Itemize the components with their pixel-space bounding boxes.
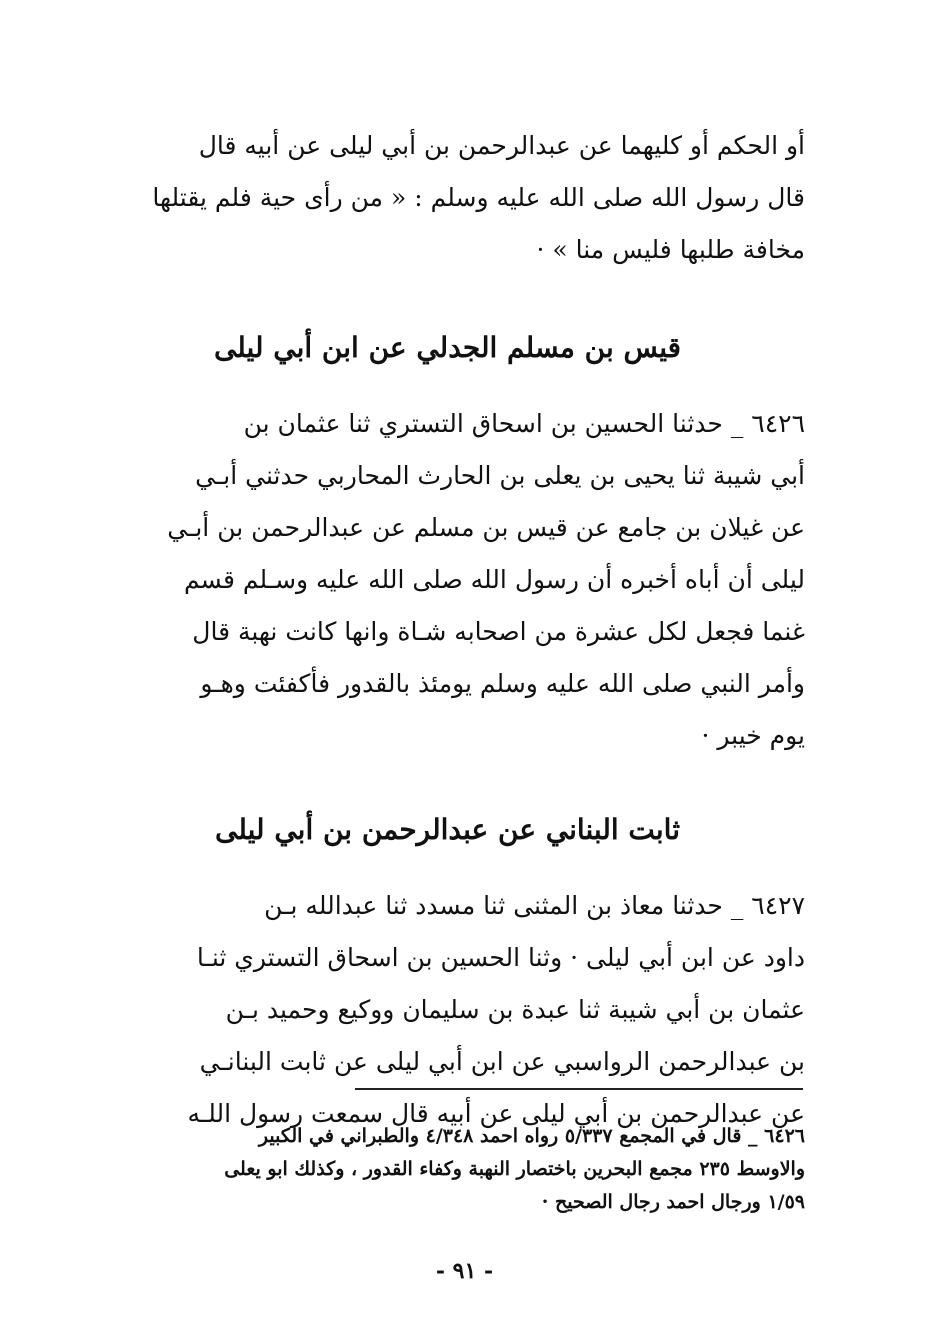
text-line: بن عبدالرحمن الرواسبي عن ابن أبي ليلى عن ثابت البنانـي (199, 1047, 805, 1076)
hadith-6427 (90, 880, 805, 1140)
text-line: غنما فجعل لكل عشرة من اصحابه شـاة وانها كانت نهبة قال (192, 617, 805, 646)
text-line: أو الحكم أو كليهما عن عبدالرحمن بن أبي ليلى عن أبيه قال (198, 131, 805, 160)
footnote-line: والاوسط ٢٣٥ مجمع البحرين باختصار النهبة وكفاء القدور ، وكذلك ابو يعلى (224, 1158, 805, 1180)
text-line: ليلى أن أباه أخبره أن رسول الله صلى الله عليه وسـلم قسم (184, 565, 805, 594)
footnote-line: ٦٤٢٦ _ قال في المجمع ٥/٣٣٧ رواه احمد ٤/٣٤٨ والطبراني في الكبير (258, 1125, 805, 1147)
text-line: داود عن ابن أبي ليلى · وثنا الحسين بن اسحاق التستري ثنـا (196, 943, 805, 972)
text-line: عثمان بن أبي شيبة ثنا عبدة بن سليمان ووكيع وحميد بـن (225, 995, 805, 1024)
text-line: ٦٤٢٧ _ حدثنا معاذ بن المثنى ثنا مسدد ثنا عبدالله بـن (264, 891, 805, 920)
intro-paragraph (90, 120, 805, 276)
page-number: - ٩١ - (435, 1258, 494, 1284)
text-line: أبي شيبة ثنا يحيى بن يعلى بن الحارث المحاربي حدثني أبـي (195, 461, 805, 490)
footnote (90, 1120, 805, 1219)
section-heading-thabit: ثابت البناني عن عبدالرحمن بن أبي ليلى (214, 813, 681, 846)
text-line: ٦٤٢٦ _ حدثنا الحسين بن اسحاق التستري ثنا عثمان بن (243, 409, 805, 438)
text-line: عن غيلان بن جامع عن قيس بن مسلم عن عبدالرحمن بن أبـي (167, 513, 805, 542)
text-line: عن عبدالرحمن بن أبي ليلى عن أبيه قال سمعت رسول اللـه (187, 1099, 805, 1128)
text-line: قال رسول الله صلى الله عليه وسلم : « من رأى حية فلم يقتلها (152, 183, 805, 212)
text-line: وأمر النبي صلى الله عليه وسلم يومئذ بالقدور فأكفئت وهـو (200, 669, 805, 698)
text-line: مخافة طلبها فليس منا » · (536, 235, 805, 264)
page-body (90, 120, 805, 1140)
hadith-6426 (90, 398, 805, 762)
text-line: يوم خيبر · (701, 721, 805, 750)
section-heading-qays: قيس بن مسلم الجدلي عن ابن أبي ليلى (213, 331, 682, 364)
footnote-line: ١/٥٩ ورجال احمد رجال الصحيح · (541, 1191, 805, 1213)
footnote-divider (355, 1088, 803, 1090)
